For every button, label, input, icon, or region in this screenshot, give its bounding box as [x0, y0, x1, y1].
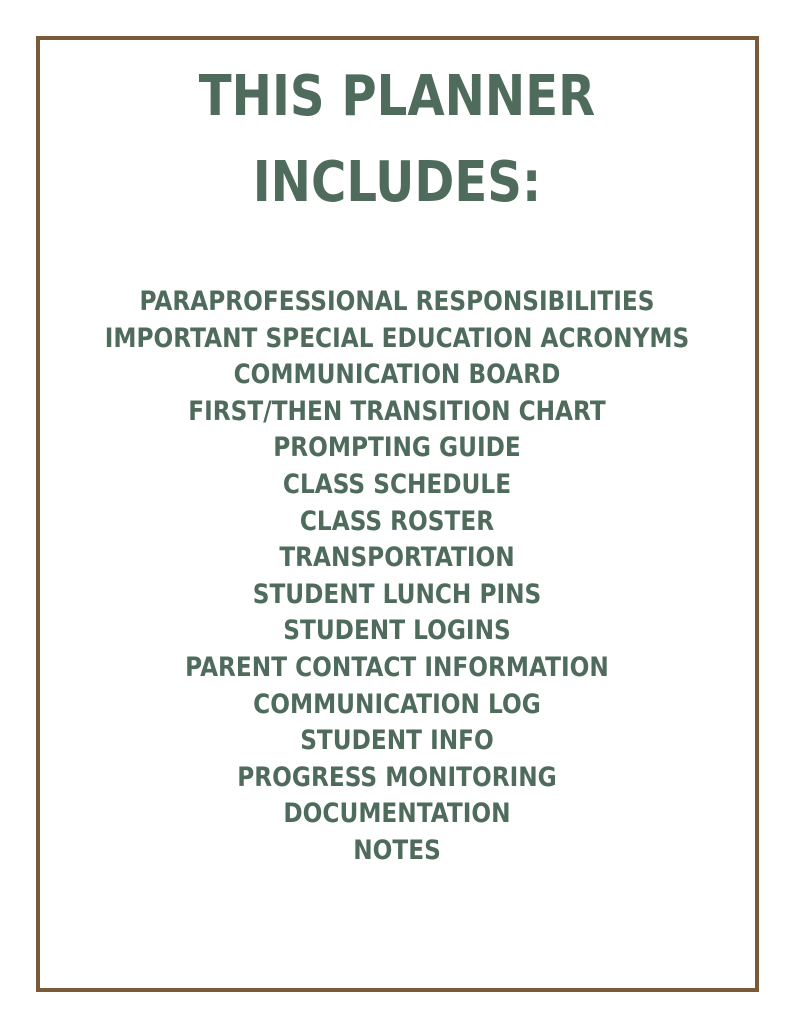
list-item: PARENT CONTACT INFORMATION: [185, 651, 609, 683]
list-item: FIRST/THEN TRANSITION CHART: [188, 395, 606, 427]
list-item: CLASS ROSTER: [299, 505, 495, 537]
list-item: PARAPROFESSIONAL RESPONSIBILITIES: [139, 286, 655, 317]
list-item: COMMUNICATION BOARD: [233, 359, 561, 391]
list-item: DOCUMENTATION: [283, 798, 511, 830]
list-item: TRANSPORTATION: [279, 542, 515, 574]
title-line-2: INCLUDES:: [252, 150, 542, 215]
list-item: STUDENT INFO: [300, 725, 494, 757]
list-item: STUDENT LUNCH PINS: [252, 578, 542, 610]
page-title: [56, 54, 739, 226]
list-item: STUDENT LOGINS: [283, 615, 511, 647]
list-item: CLASS SCHEDULE: [282, 468, 512, 500]
list-item: IMPORTANT SPECIAL EDUCATION ACRONYMS: [104, 322, 690, 354]
title-line-1: THIS PLANNER: [198, 64, 596, 129]
included-items-list: [0, 284, 794, 870]
list-item: COMMUNICATION LOG: [253, 688, 541, 720]
list-item: PROMPTING GUIDE: [273, 432, 521, 464]
list-item: PROGRESS MONITORING: [237, 761, 557, 793]
list-item: NOTES: [353, 834, 441, 866]
